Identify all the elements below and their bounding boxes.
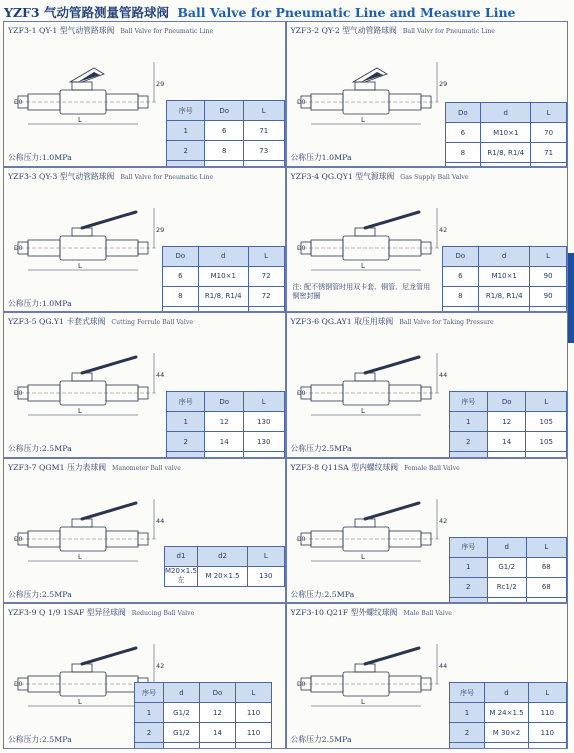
spec-cell: 68 bbox=[526, 577, 566, 597]
spec-header-row bbox=[449, 683, 567, 703]
pressure-label: 公称压力:1.0MPa bbox=[8, 298, 72, 308]
valve-cell bbox=[286, 167, 569, 313]
header-en: Ball Valve for Taking Pressure bbox=[399, 319, 494, 327]
spec-col-header: d2 bbox=[197, 546, 247, 566]
spec-col-header: d bbox=[164, 683, 200, 703]
spec-col-header: L bbox=[248, 246, 284, 266]
spec-cell: 6 bbox=[442, 266, 479, 286]
spec-col-header: d bbox=[485, 683, 528, 703]
spec-cell bbox=[164, 743, 200, 749]
spec-col-header: L bbox=[248, 546, 284, 566]
spec-cell: 71 bbox=[244, 121, 285, 141]
svg-text:44: 44 bbox=[438, 662, 447, 671]
spec-col-header: 序号 bbox=[449, 683, 485, 703]
spec-cell: M10×1 bbox=[198, 266, 248, 286]
spec-col-header: Do bbox=[200, 683, 236, 703]
spec-col-header: d bbox=[487, 537, 526, 557]
header-en: Ball Valve for Pneumatic Line bbox=[120, 28, 214, 35]
header-en: Manometer Ball valve bbox=[112, 464, 181, 472]
spec-cell: R1/8, R1/4 bbox=[481, 143, 531, 163]
spec-cell: M10×1 bbox=[479, 266, 530, 286]
header-en: Reducing Ball Valve bbox=[131, 610, 195, 618]
valve-drawing bbox=[8, 186, 173, 286]
title-cn: YZF3 气动管路测量管路球阀 bbox=[4, 5, 169, 20]
valve-cell bbox=[286, 312, 569, 458]
spec-row bbox=[167, 432, 285, 452]
svg-text:L: L bbox=[78, 698, 82, 707]
spec-cell: 8 bbox=[445, 143, 481, 163]
valve-cell bbox=[286, 21, 569, 167]
spec-col-header: 序号 bbox=[449, 392, 487, 412]
spec-header-row bbox=[449, 537, 567, 557]
spec-cell: 14 bbox=[200, 723, 236, 743]
cell-header bbox=[291, 607, 452, 618]
header-en: Female Ball Valve bbox=[404, 464, 460, 472]
spec-cell: 2 bbox=[167, 432, 205, 452]
valve-cell bbox=[3, 603, 286, 749]
header-cn: YZF3-3 QY-3 型气动管路球阀 bbox=[8, 171, 115, 181]
svg-text:D0: D0 bbox=[14, 535, 23, 543]
spec-cell: 105 bbox=[526, 412, 567, 432]
spec-col-header: L bbox=[243, 392, 284, 412]
title-en: Ball Valve for Pneumatic Line and Measure Line bbox=[177, 5, 516, 20]
spec-header-row bbox=[449, 392, 567, 412]
pressure-label: 公称压力:2.5MPa bbox=[290, 589, 355, 599]
spec-row bbox=[135, 703, 272, 723]
spec-row bbox=[449, 703, 567, 723]
spec-cell: 68 bbox=[526, 557, 566, 577]
spec-cell: 12 bbox=[205, 412, 244, 432]
svg-text:D0: D0 bbox=[296, 535, 305, 543]
spec-col-header: d1 bbox=[165, 546, 198, 566]
valve-drawing bbox=[291, 331, 456, 431]
spec-header-row bbox=[445, 103, 567, 123]
side-tab bbox=[568, 253, 574, 343]
header-en: Cutting Ferrule Ball Valve bbox=[111, 319, 193, 327]
svg-text:29: 29 bbox=[438, 80, 447, 88]
spec-col-header: Do bbox=[205, 392, 244, 412]
cell-header bbox=[8, 607, 194, 618]
cell-note: 注: 配不锈钢管时用双卡套、铜管、尼龙管用铜密封圈 bbox=[292, 282, 431, 300]
spec-cell: 8 bbox=[442, 286, 479, 306]
spec-col-header: L bbox=[236, 683, 272, 703]
header-cn: YZF3-8 Q11SA 型内螺纹球阀 bbox=[290, 462, 399, 472]
svg-text:L: L bbox=[78, 552, 82, 561]
spec-cell: 6 bbox=[205, 121, 244, 141]
spec-cell: 14 bbox=[487, 432, 526, 452]
spec-row bbox=[165, 566, 285, 586]
spec-cell: 2 bbox=[449, 432, 487, 452]
valve-drawing bbox=[8, 331, 173, 431]
svg-text:L: L bbox=[360, 116, 365, 124]
svg-text:D0: D0 bbox=[296, 99, 305, 106]
spec-cell: G1/2 bbox=[164, 703, 200, 723]
spec-row bbox=[449, 743, 567, 749]
spec-cell: G1/2 bbox=[487, 557, 526, 577]
spec-cell: 1 bbox=[449, 557, 487, 577]
spec-cell: 90 bbox=[530, 286, 567, 306]
svg-text:D0: D0 bbox=[14, 244, 23, 252]
spec-row bbox=[445, 143, 567, 163]
spec-cell bbox=[236, 743, 272, 749]
header-cn: YZF3-10 Q21F 型外螺纹球阀 bbox=[290, 608, 398, 618]
cell-header bbox=[291, 25, 495, 36]
spec-col-header: L bbox=[526, 392, 567, 412]
spec-cell: 130 bbox=[243, 432, 284, 452]
spec-header-row bbox=[442, 246, 567, 266]
spec-table bbox=[134, 682, 272, 749]
spec-table bbox=[445, 102, 568, 167]
svg-text:D0: D0 bbox=[14, 681, 23, 689]
spec-table bbox=[449, 537, 568, 604]
spec-cell bbox=[528, 743, 566, 749]
spec-row bbox=[163, 266, 285, 286]
spec-col-header: L bbox=[526, 537, 566, 557]
svg-text:L: L bbox=[360, 698, 365, 707]
spec-cell: 110 bbox=[528, 703, 566, 723]
valve-cell bbox=[3, 458, 286, 604]
spec-col-header: d bbox=[198, 246, 248, 266]
spec-cell: M 24×1.5 bbox=[485, 703, 528, 723]
spec-col-header: L bbox=[244, 101, 285, 121]
spec-cell bbox=[449, 743, 485, 749]
spec-cell: G1/2 bbox=[164, 723, 200, 743]
spec-cell: 8 bbox=[163, 286, 199, 306]
cell-header bbox=[8, 25, 213, 36]
spec-col-header: d bbox=[481, 103, 531, 123]
spec-cell: 1 bbox=[449, 703, 485, 723]
spec-cell: 73 bbox=[244, 141, 285, 161]
svg-text:L: L bbox=[78, 116, 82, 124]
spec-row bbox=[442, 266, 567, 286]
spec-col-header: d bbox=[479, 246, 530, 266]
cell-header bbox=[291, 171, 469, 182]
svg-text:29: 29 bbox=[156, 80, 165, 88]
page-title bbox=[4, 3, 516, 19]
valve-drawing bbox=[291, 622, 456, 722]
svg-text:44: 44 bbox=[156, 371, 165, 380]
header-cn: YZF3-5 QG.Y1 卡套式球阀 bbox=[8, 317, 106, 327]
valve-drawing bbox=[8, 477, 173, 577]
spec-col-header: L bbox=[528, 683, 566, 703]
spec-row bbox=[445, 123, 567, 143]
spec-col-header: 序号 bbox=[167, 101, 205, 121]
spec-cell: 6 bbox=[163, 266, 199, 286]
svg-text:L: L bbox=[78, 407, 82, 416]
spec-cell: M10×1 bbox=[481, 123, 531, 143]
spec-cell: 72 bbox=[248, 286, 284, 306]
pressure-label: 公称压力:1.0MPa bbox=[8, 153, 72, 162]
pressure-label: 公称压力2.5MPa bbox=[290, 444, 352, 454]
spec-cell: 2 bbox=[449, 577, 487, 597]
spec-row bbox=[449, 432, 567, 452]
spec-cell: R1/8, R1/4 bbox=[198, 286, 248, 306]
spec-cell: 130 bbox=[243, 412, 284, 432]
cell-header bbox=[291, 462, 460, 473]
spec-header-row bbox=[167, 392, 285, 412]
header-cn: YZF3-4 QG.QY1 型气源球阀 bbox=[290, 171, 395, 181]
spec-row bbox=[449, 723, 567, 743]
svg-text:L: L bbox=[360, 261, 365, 270]
valve-cell bbox=[286, 458, 569, 604]
svg-text:D0: D0 bbox=[296, 390, 305, 398]
spec-table bbox=[166, 391, 285, 458]
header-cn: YZF3-2 QY-2 型气动管路球阀 bbox=[290, 26, 397, 35]
spec-cell bbox=[485, 743, 528, 749]
spec-cell: 2 bbox=[135, 723, 164, 743]
spec-col-header: Do bbox=[445, 103, 481, 123]
spec-cell: 1 bbox=[167, 412, 205, 432]
spec-header-row bbox=[167, 101, 285, 121]
valve-cell bbox=[286, 603, 569, 749]
spec-cell: 72 bbox=[248, 266, 284, 286]
spec-row bbox=[449, 557, 567, 577]
spec-cell: 1 bbox=[167, 121, 205, 141]
pressure-label: 公称压力:2.5MPa bbox=[8, 589, 72, 599]
spec-row bbox=[442, 286, 567, 306]
valve-cell bbox=[3, 21, 286, 167]
spec-col-header: L bbox=[531, 103, 567, 123]
spec-cell: 130 bbox=[248, 566, 284, 586]
valve-drawing bbox=[8, 40, 173, 140]
spec-row bbox=[449, 577, 567, 597]
spec-col-header: L bbox=[530, 246, 567, 266]
pressure-label: 公称压力:2.5MPa bbox=[8, 735, 72, 745]
spec-cell bbox=[200, 743, 236, 749]
spec-col-header: Do bbox=[442, 246, 479, 266]
svg-text:D0: D0 bbox=[14, 390, 23, 398]
valve-cell bbox=[3, 312, 286, 458]
spec-col-header: 序号 bbox=[449, 537, 487, 557]
spec-col-header: Do bbox=[205, 101, 244, 121]
header-cn: YZF3-6 QG.AY1 取压用球阀 bbox=[290, 317, 394, 327]
spec-row bbox=[163, 286, 285, 306]
spec-cell: 110 bbox=[528, 723, 566, 743]
spec-cell: 14 bbox=[205, 432, 244, 452]
spec-row bbox=[167, 141, 285, 161]
spec-cell: M 20×1.5 bbox=[197, 566, 247, 586]
spec-row bbox=[449, 412, 567, 432]
header-en: Gas Supply Ball Valve bbox=[400, 173, 469, 181]
spec-table bbox=[166, 100, 285, 167]
spec-cell: 12 bbox=[487, 412, 526, 432]
spec-row bbox=[167, 121, 285, 141]
svg-text:29: 29 bbox=[156, 225, 165, 234]
spec-cell bbox=[135, 743, 164, 749]
spec-col-header: Do bbox=[163, 246, 199, 266]
spec-cell: 2 bbox=[167, 141, 205, 161]
valve-drawing bbox=[291, 40, 456, 140]
valve-cell bbox=[3, 167, 286, 313]
header-en: Ball Valvr for Pneumatic Line bbox=[402, 28, 495, 35]
cell-header bbox=[8, 462, 181, 473]
spec-row bbox=[135, 743, 272, 749]
pressure-label: 公称压力2.5MPa bbox=[290, 735, 352, 745]
spec-col-header: 序号 bbox=[167, 392, 205, 412]
header-en: Ball Valve for Pneumatic Line bbox=[120, 173, 214, 181]
pressure-label: 公称压力1.0MPa bbox=[290, 153, 352, 162]
spec-cell: 70 bbox=[531, 123, 567, 143]
spec-table bbox=[162, 246, 285, 313]
spec-cell: R1/8, R1/4 bbox=[479, 286, 530, 306]
spec-row bbox=[167, 412, 285, 432]
spec-table bbox=[164, 546, 285, 587]
spec-cell: 90 bbox=[530, 266, 567, 286]
svg-text:42: 42 bbox=[438, 225, 447, 234]
spec-col-header: Do bbox=[487, 392, 526, 412]
svg-text:42: 42 bbox=[438, 516, 447, 525]
pressure-label: 公称压力:2.5MPa bbox=[8, 444, 72, 454]
svg-text:D0: D0 bbox=[296, 681, 305, 689]
cell-header bbox=[291, 316, 494, 327]
svg-text:D0: D0 bbox=[296, 244, 305, 252]
spec-col-header: 序号 bbox=[135, 683, 164, 703]
header-cn: YZF3-1 QY-1 型气动管路球阀 bbox=[8, 26, 115, 35]
spec-cell: 6 bbox=[445, 123, 481, 143]
spec-table bbox=[449, 391, 568, 458]
spec-cell: 8 bbox=[205, 141, 244, 161]
header-cn: YZF3-9 Q 1/9 1SAF 型异径球阀 bbox=[8, 608, 126, 618]
spec-header-row bbox=[163, 246, 285, 266]
spec-cell: M20×1.5 左 bbox=[165, 567, 197, 585]
spec-table bbox=[449, 682, 568, 749]
cell-header bbox=[8, 171, 213, 182]
svg-text:D0: D0 bbox=[14, 99, 23, 106]
spec-table bbox=[442, 246, 568, 313]
spec-cell: 1 bbox=[449, 412, 487, 432]
spec-cell: 110 bbox=[236, 723, 272, 743]
spec-header-row bbox=[135, 683, 272, 703]
svg-text:42: 42 bbox=[156, 662, 165, 671]
spec-cell: Rc1/2 bbox=[487, 577, 526, 597]
svg-text:L: L bbox=[360, 407, 365, 416]
spec-cell: 110 bbox=[236, 703, 272, 723]
svg-text:44: 44 bbox=[438, 371, 447, 380]
svg-text:L: L bbox=[78, 261, 82, 270]
spec-cell: 2 bbox=[449, 723, 485, 743]
spec-cell: M 30×2 bbox=[485, 723, 528, 743]
valve-drawing bbox=[291, 186, 456, 286]
spec-row bbox=[135, 723, 272, 743]
svg-text:44: 44 bbox=[156, 516, 165, 525]
spec-cell: 12 bbox=[200, 703, 236, 723]
header-en: Male Ball Valve bbox=[403, 610, 452, 618]
cell-header bbox=[8, 316, 193, 327]
svg-text:L: L bbox=[360, 552, 365, 561]
spec-cell: 105 bbox=[526, 432, 567, 452]
spec-header-row bbox=[165, 546, 285, 566]
valve-drawing bbox=[291, 477, 456, 577]
header-cn: YZF3-7 QGM1 压力表球阀 bbox=[8, 462, 107, 472]
spec-cell: 71 bbox=[531, 143, 567, 163]
spec-cell: 1 bbox=[135, 703, 164, 723]
